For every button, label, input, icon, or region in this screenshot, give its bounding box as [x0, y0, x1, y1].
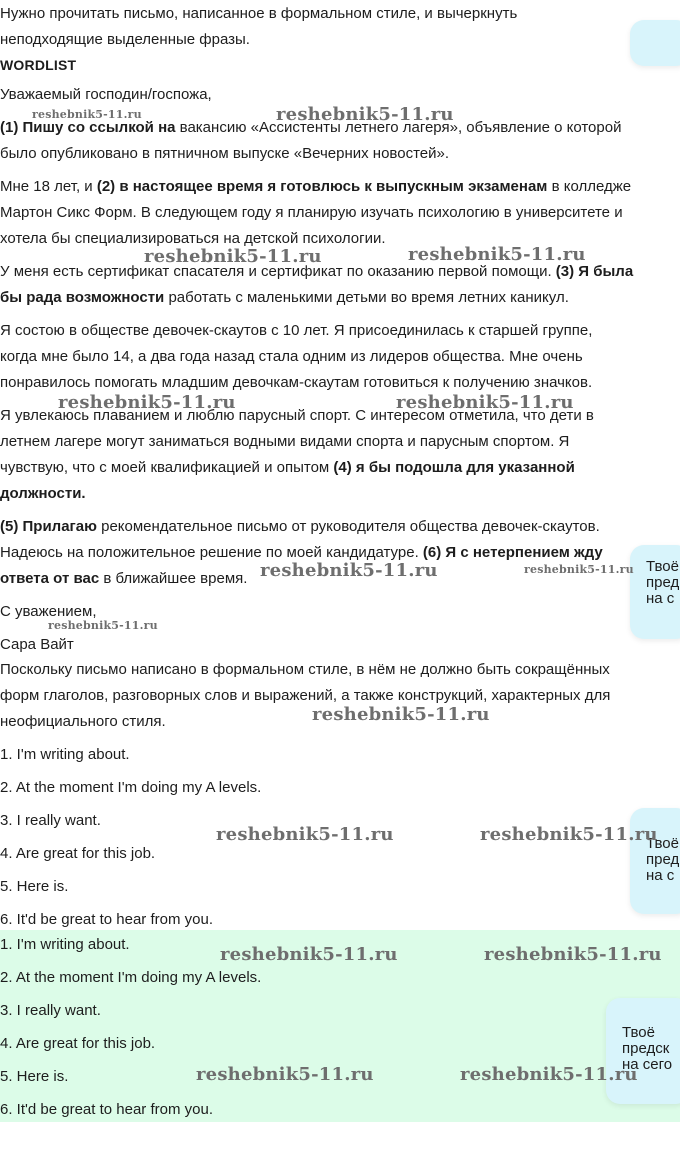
watermark: reshebnik5-11.ru	[216, 824, 394, 845]
letter-p6-line-1: (5) Прилагаю рекомендательное письмо от руководителя общества девочек-скаутов.	[0, 518, 600, 535]
watermark: reshebnik5-11.ru	[484, 944, 662, 965]
letter-p5-line-1: Я увлекаюсь плаванием и люблю парусный спорт. С интересом отметила, что дети в	[0, 407, 594, 424]
highlighted-answer-item: 5. Here is.	[0, 1068, 69, 1085]
letter-p6-line-2: Надеюсь на положительное решение по моей кандидатуре. (6) Я с нетерпением жду	[0, 544, 603, 561]
phrase-1: (1) Пишу со ссылкой на	[0, 119, 176, 136]
letter-p5-line-3: чувствую, что с моей квалификацией и опытом (4) я бы подошла для указанной	[0, 459, 575, 476]
watermark: reshebnik5-11.ru	[48, 619, 158, 632]
phrase-3: (3) Я была	[555, 263, 634, 280]
watermark: reshebnik5-11.ru	[524, 563, 634, 576]
watermark: reshebnik5-11.ru	[460, 1064, 638, 1085]
letter-p5-line-4	[0, 481, 680, 507]
phrase-4: (4) я бы подошла для указанной	[333, 459, 575, 476]
watermark: reshebnik5-11.ru	[480, 824, 658, 845]
letter-p1-line-2: было опубликовано в пятничном выпуске «Вечерних новостей».	[0, 145, 449, 162]
letter-closing: С уважением,	[0, 603, 97, 620]
assistant-bubble-text: Твоё пред на с	[646, 558, 680, 607]
watermark: reshebnik5-11.ru	[196, 1064, 374, 1085]
watermark: reshebnik5-11.ru	[260, 560, 438, 581]
letter-p4-line-1: Я состою в обществе девочек-скаутов с 10 лет. Я присоединилась к старшей группе,	[0, 322, 593, 339]
phrase-6-cont: ответа от вас	[0, 570, 100, 587]
wordlist-heading[interactable]: WORDLIST	[0, 57, 77, 73]
assistant-bubble-text: Твоё пред на с	[646, 835, 680, 884]
phrase-3-cont: бы рада возможности	[0, 289, 165, 306]
assistant-bubble-text: Твоё предск на сего	[622, 1024, 673, 1073]
answer-item: 6. It'd be great to hear from you.	[0, 911, 213, 928]
instruction-line-1: Нужно прочитать письмо, написанное в формальном стиле, и вычеркнуть	[0, 5, 518, 22]
highlighted-answer-item: 6. It'd be great to hear from you.	[0, 1101, 213, 1118]
watermark: reshebnik5-11.ru	[32, 108, 142, 121]
explanation-line-2: форм глаголов, разговорных слов и выражений, а также конструкций, характерных для	[0, 687, 611, 704]
letter-p1-line-1: (1) Пишу со ссылкой на вакансию «Ассистенты летнего лагеря», объявление о которой	[0, 119, 622, 136]
letter-p2-line-3: хотела бы специализироваться на детской психологии.	[0, 230, 386, 247]
answer-item: 1. I'm writing about.	[0, 746, 130, 763]
watermark: reshebnik5-11.ru	[408, 244, 586, 265]
letter-signature: Сара Вайт	[0, 636, 74, 653]
watermark: reshebnik5-11.ru	[276, 104, 454, 125]
letter-p5-line-2: летнем лагере могут заниматься водными видами спорта и парусным спортом. Я	[0, 433, 570, 450]
phrase-5: (5) Прилагаю	[0, 518, 97, 535]
watermark: reshebnik5-11.ru	[220, 944, 398, 965]
answer-item: 5. Here is.	[0, 878, 69, 895]
highlighted-answer-item: 2. At the moment I'm doing my A levels.	[0, 969, 262, 986]
phrase-6: (6) Я с нетерпением жду	[422, 544, 603, 561]
explanation-line-3: неофициального стиля.	[0, 713, 166, 730]
highlighted-answer-item: 4. Are great for this job.	[0, 1035, 156, 1052]
highlighted-answer-item: 1. I'm writing about.	[0, 936, 130, 953]
answer-item: 4. Are great for this job.	[0, 845, 156, 862]
letter-p3-line-2: бы рада возможности работать с маленькими детьми во время летних каникул.	[0, 289, 569, 306]
phrase-2: (2) в настоящее время я готовлюсь к выпускным экзаменам	[96, 178, 548, 195]
answer-item: 3. I really want.	[0, 812, 101, 829]
answer-item: 2. At the moment I'm doing my A levels.	[0, 779, 262, 796]
watermark: reshebnik5-11.ru	[396, 392, 574, 413]
highlighted-answer-item: 3. I really want.	[0, 1002, 101, 1019]
explanation-line-1: Поскольку письмо написано в формальном стиле, в нём не должно быть сокращённых	[0, 661, 610, 678]
assistant-bubble-top[interactable]	[630, 20, 680, 66]
assistant-bubble[interactable]	[606, 998, 680, 1104]
letter-p4-line-2: когда мне было 14, а два года назад стала одним из лидеров общества. Мне очень	[0, 348, 583, 365]
letter-p4-line-3: понравилось помогать младшим девочкам-скаутам готовиться к получению значков.	[0, 374, 593, 391]
letter-p2-line-2: Мартон Сикс Форм. В следующем году я планирую изучать психологию в университете и	[0, 204, 623, 221]
watermark: reshebnik5-11.ru	[58, 392, 236, 413]
watermark: reshebnik5-11.ru	[312, 704, 490, 725]
watermark: reshebnik5-11.ru	[144, 246, 322, 267]
letter-p3-line-1: У меня есть сертификат спасателя и сертификат по оказанию первой помощи. (3) Я была	[0, 263, 634, 280]
instruction-line-2: неподходящие выделенные фразы.	[0, 31, 250, 48]
assistant-bubble[interactable]	[630, 545, 680, 639]
letter-greeting: Уважаемый господин/госпожа,	[0, 86, 212, 103]
letter-p2-line-1: Мне 18 лет, и (2) в настоящее время я готовлюсь к выпускным экзаменам в колледже	[0, 178, 632, 195]
letter-p6-line-3: ответа от вас в ближайшее время.	[0, 570, 248, 587]
phrase-4-cont: должности.	[0, 485, 86, 502]
